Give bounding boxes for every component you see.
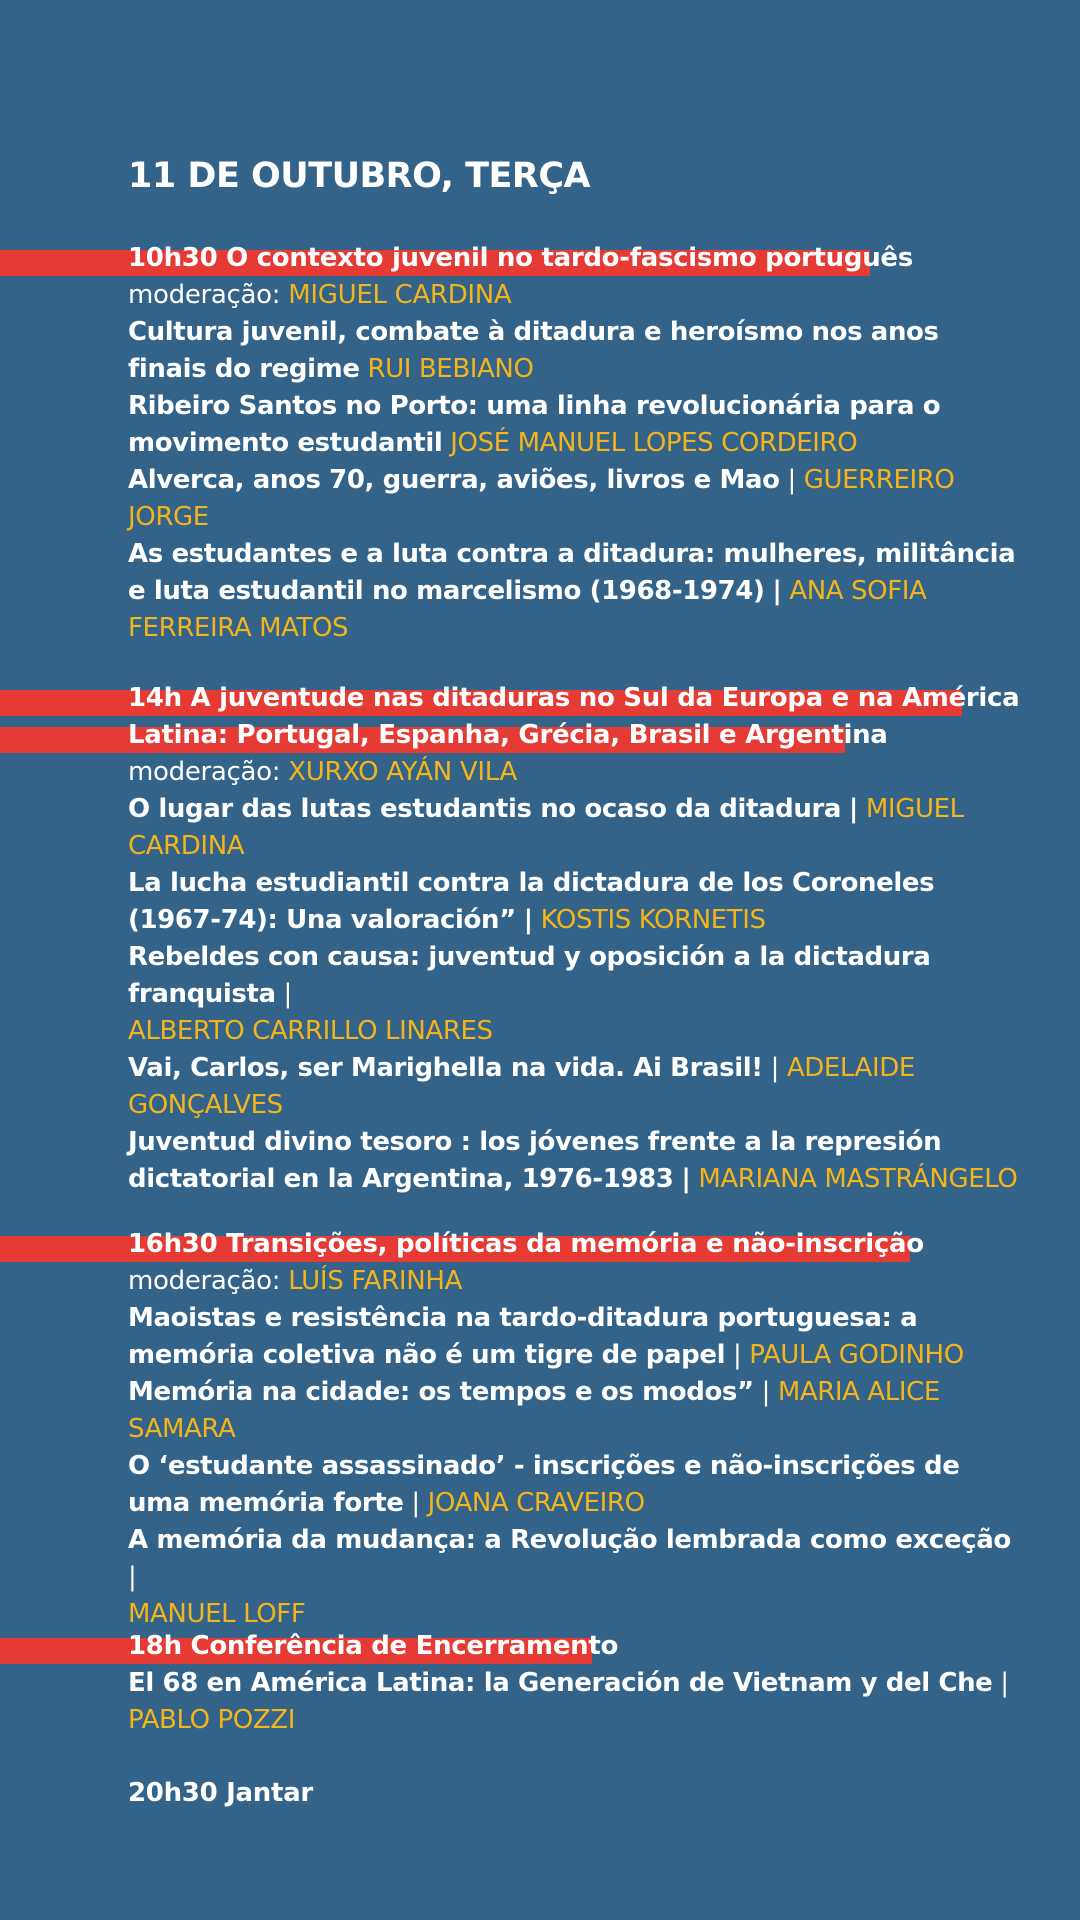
talk-title: As estudantes e a luta contra a ditadura: mulheres, militância e luta estudantil no marcelismo (1968-1974) bbox=[128, 539, 1016, 606]
speaker-name: KOSTIS KORNETIS bbox=[540, 905, 766, 935]
speaker-name: MARIA ALICE SAMARA bbox=[128, 1377, 940, 1444]
session-header-line bbox=[0, 1226, 1080, 1263]
separator: | bbox=[787, 465, 796, 495]
talk-title: A memória da mudança: a Revolução lembrada como exceção bbox=[128, 1525, 1011, 1555]
talk-title: Alverca, anos 70, guerra, aviões, livros e Mao bbox=[128, 465, 780, 495]
talk-item bbox=[0, 314, 1018, 388]
moderator-name: MIGUEL CARDINA bbox=[288, 280, 512, 310]
session-title: 16h30 Transições, políticas da memória e não-inscrição bbox=[128, 1229, 924, 1259]
session-4 bbox=[0, 1628, 1080, 1739]
talk-item bbox=[0, 1124, 1018, 1198]
moderator-name: XURXO AYÁN VILA bbox=[288, 757, 517, 787]
talk-title: La lucha estudiantil contra la dictadura de los Coroneles (1967-74): Una valoración” bbox=[128, 868, 935, 935]
session-header bbox=[0, 1628, 1080, 1665]
moderation-label: moderação: bbox=[128, 280, 281, 310]
talk-title: O lugar das lutas estudantis no ocaso da ditadura bbox=[128, 794, 842, 824]
session-title: 18h Conferência de Encerramento bbox=[128, 1631, 619, 1661]
separator: | bbox=[761, 1377, 770, 1407]
session-header-line bbox=[0, 240, 1080, 277]
speaker-name: PAULA GODINHO bbox=[749, 1340, 964, 1370]
talk-item bbox=[0, 1665, 1018, 1739]
talk-title: Rebeldes con causa: juventud y oposición a la dictadura franquista bbox=[128, 942, 931, 1009]
talk-item bbox=[0, 536, 1018, 647]
talk-item bbox=[0, 462, 1018, 536]
speaker-name: MARIANA MASTRÁNGELO bbox=[698, 1164, 1018, 1194]
session-header-line bbox=[0, 1628, 1080, 1665]
moderation-line bbox=[0, 754, 1080, 791]
dinner-item: 20h30 Jantar bbox=[128, 1778, 313, 1808]
session-3 bbox=[0, 1226, 1080, 1633]
speaker-name: MIGUEL CARDINA bbox=[128, 794, 964, 861]
speaker-name: JOSÉ MANUEL LOPES CORDEIRO bbox=[450, 428, 858, 458]
session-2 bbox=[0, 680, 1080, 1198]
separator: | bbox=[1000, 1668, 1009, 1698]
separator: | bbox=[523, 905, 533, 935]
talk-title: Juventud divino tesoro : los jóvenes frente a la represión dictatorial en la Argentina, 1976-1983 bbox=[128, 1127, 942, 1194]
talk-title: Memória na cidade: os tempos e os modos” bbox=[128, 1377, 754, 1407]
moderation-label: moderação: bbox=[128, 1266, 281, 1296]
separator: | bbox=[681, 1164, 691, 1194]
speaker-name: PABLO POZZI bbox=[128, 1705, 295, 1735]
talk-title: El 68 en América Latina: la Generación de Vietnam y del Che bbox=[128, 1668, 993, 1698]
speaker-name: ADELAIDE GONÇALVES bbox=[128, 1053, 915, 1120]
separator: | bbox=[848, 794, 859, 824]
moderation-label: moderação: bbox=[128, 757, 281, 787]
talk-item bbox=[0, 1374, 1018, 1448]
session-header bbox=[0, 1226, 1080, 1263]
talk-item bbox=[0, 791, 1018, 865]
session-title: 14h A juventude nas ditaduras no Sul da Europa e na América bbox=[128, 683, 1020, 713]
separator: | bbox=[732, 1340, 742, 1370]
speaker-name: GUERREIRO JORGE bbox=[128, 465, 955, 532]
separator: | bbox=[770, 1053, 779, 1083]
session-header-line bbox=[0, 717, 1080, 754]
speaker-name: ANA SOFIA FERREIRA MATOS bbox=[128, 576, 927, 643]
talk-title: Ribeiro Santos no Porto: uma linha revolucionária para o movimento estudantil bbox=[128, 391, 941, 458]
session-title: 10h30 O contexto juvenil no tardo-fascismo português bbox=[128, 243, 913, 273]
moderation-line bbox=[0, 1263, 1080, 1300]
session-header bbox=[0, 680, 1080, 754]
session-header bbox=[0, 240, 1080, 277]
session-title: Latina: Portugal, Espanha, Grécia, Brasil e Argentina bbox=[128, 720, 888, 750]
moderator-name: LUÍS FARINHA bbox=[288, 1266, 463, 1296]
day-title: 11 DE OUTUBRO, TERÇA bbox=[128, 156, 591, 196]
talk-title: Cultura juvenil, combate à ditadura e heroísmo nos anos finais do regime bbox=[128, 317, 939, 384]
talk-item bbox=[0, 939, 1018, 1050]
session-header-line bbox=[0, 680, 1080, 717]
moderation-line bbox=[0, 277, 1080, 314]
speaker-name: MANUEL LOFF bbox=[128, 1599, 306, 1629]
session-1 bbox=[0, 240, 1080, 647]
speaker-name: RUI BEBIANO bbox=[367, 354, 534, 384]
speaker-name: ALBERTO CARRILLO LINARES bbox=[128, 1016, 493, 1046]
speaker-name: JOANA CRAVEIRO bbox=[427, 1488, 645, 1518]
talk-title: Maoistas e resistência na tardo-ditadura portuguesa: a memória coletiva não é um tigre de papel bbox=[128, 1303, 918, 1370]
talk-item bbox=[0, 1050, 1018, 1124]
talk-title: Vai, Carlos, ser Marighella na vida. Ai Brasil! bbox=[128, 1053, 763, 1083]
separator: | bbox=[772, 576, 782, 606]
separator: | bbox=[411, 1488, 420, 1518]
talk-item bbox=[0, 388, 1018, 462]
separator: | bbox=[128, 1562, 137, 1592]
talk-item bbox=[0, 865, 1018, 939]
talk-title: O ‘estudante assassinado’ - inscrições e não-inscrições de uma memória forte bbox=[128, 1451, 960, 1518]
talk-item bbox=[0, 1522, 1018, 1633]
talk-item bbox=[0, 1300, 1018, 1374]
separator: | bbox=[283, 979, 292, 1009]
talk-item bbox=[0, 1448, 1018, 1522]
